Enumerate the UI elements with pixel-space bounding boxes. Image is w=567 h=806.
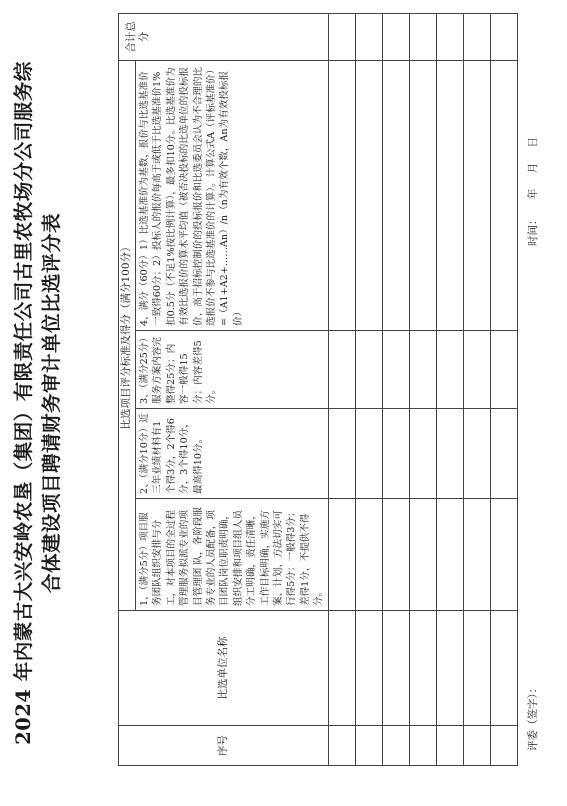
score-cell[interactable] [355, 331, 382, 409]
score-cell[interactable] [409, 611, 436, 726]
score-cell[interactable] [355, 499, 382, 611]
score-cell[interactable] [328, 726, 355, 766]
header-criteria: 比选项目评分标准及得分（满分100分） [119, 60, 136, 610]
score-cell[interactable] [463, 60, 490, 330]
score-cell[interactable] [463, 726, 490, 766]
score-cell[interactable] [490, 611, 517, 726]
score-cell[interactable] [382, 409, 409, 499]
score-cell[interactable] [490, 409, 517, 499]
criterion-service-plan: 3、（满分25分）服务方案内容完整得25分；内容一般得15分；内容差得5分。 [136, 331, 329, 409]
score-cell[interactable] [436, 409, 463, 499]
score-cell[interactable] [463, 499, 490, 611]
score-cell[interactable] [382, 499, 409, 611]
score-table [118, 13, 518, 766]
score-cell[interactable] [490, 726, 517, 766]
score-cell[interactable] [355, 726, 382, 766]
criterion-team: 1、（满分5分）项目服务团队组织安排与分工，对本项目的全过程管理服务拟派专业的项目管理团 队，各阶段服务专业的人员配备，项目团队岗位职责明确，组织安排和项目组人员分工明确，责任清晰， 工作目标明确，实施方案、计划、方法切实可行得5分；一般得3分；差得1分，不提供不得分。 [136, 499, 329, 611]
score-cell[interactable] [490, 60, 517, 330]
header-unit-name: 比选单位名称 [119, 611, 329, 726]
criterion-price: 4、满分（60分）1）比选基准价为基数，报价与比选基准价一致得60分；2）投标人的报价每高于或低于比选基准价1%扣0.5分（不足1%按比例计算），最多扣10分。比选基准价为有效比选报价的算术平均值（被否决投标的比选单位的投标报价、高于招标控制价的投标报价和比选委员会认为不合理的比选报价不参与比选基准价的计算）。计算公式A（评标基准价）=（A1+A2+……An）/n（n为有效个数，An为有效投标报价） [136, 60, 329, 330]
score-cell[interactable] [328, 13, 355, 60]
table-row [355, 13, 382, 765]
score-cell[interactable] [328, 611, 355, 726]
score-cell[interactable] [382, 331, 409, 409]
table-row [463, 13, 490, 765]
header-total-score: 合计总分 [119, 13, 329, 60]
score-cell[interactable] [409, 60, 436, 330]
score-cell[interactable] [355, 611, 382, 726]
score-cell[interactable] [409, 726, 436, 766]
document-title [10, 30, 66, 776]
score-cell[interactable] [463, 331, 490, 409]
criterion-performance: 2、（满分10分）近三年业绩材料有1个得3分，2个得6分，3个得10分，最高得10分。 [136, 409, 329, 499]
reviewer-signature-label: 评委（签字）： [527, 682, 539, 751]
score-cell[interactable] [463, 611, 490, 726]
date-label: 时间： 年 月 日 [527, 136, 539, 246]
score-cell[interactable] [355, 60, 382, 330]
score-cell[interactable] [463, 13, 490, 60]
score-cell[interactable] [490, 13, 517, 60]
score-cell[interactable] [409, 499, 436, 611]
score-cell[interactable] [328, 499, 355, 611]
score-cell[interactable] [490, 331, 517, 409]
score-cell[interactable] [409, 331, 436, 409]
table-row [382, 13, 409, 765]
score-cell[interactable] [382, 60, 409, 330]
score-cell[interactable] [436, 726, 463, 766]
score-cell[interactable] [328, 331, 355, 409]
score-cell[interactable] [490, 499, 517, 611]
score-cell[interactable] [382, 13, 409, 60]
score-cell[interactable] [355, 409, 382, 499]
score-cell[interactable] [409, 409, 436, 499]
score-cell[interactable] [355, 13, 382, 60]
score-cell[interactable] [436, 331, 463, 409]
score-cell[interactable] [436, 499, 463, 611]
score-cell[interactable] [328, 409, 355, 499]
score-cell[interactable] [328, 60, 355, 330]
header-seq: 序号 [119, 726, 329, 766]
score-cell[interactable] [382, 611, 409, 726]
score-cell[interactable] [382, 726, 409, 766]
title-line-1: 2024 年内蒙古大兴安岭农垦（集团）有限责任公司古里农牧场分公司服务综 [12, 61, 35, 745]
score-cell[interactable] [436, 13, 463, 60]
title-line-2: 合体建设项目聘请财务审计单位比选评分表 [40, 213, 63, 594]
table-row [436, 13, 463, 765]
table-row [409, 13, 436, 765]
score-cell[interactable] [436, 611, 463, 726]
score-cell[interactable] [463, 409, 490, 499]
score-cell[interactable] [436, 60, 463, 330]
score-cell[interactable] [409, 13, 436, 60]
table-row [328, 13, 355, 765]
table-row [490, 13, 517, 765]
